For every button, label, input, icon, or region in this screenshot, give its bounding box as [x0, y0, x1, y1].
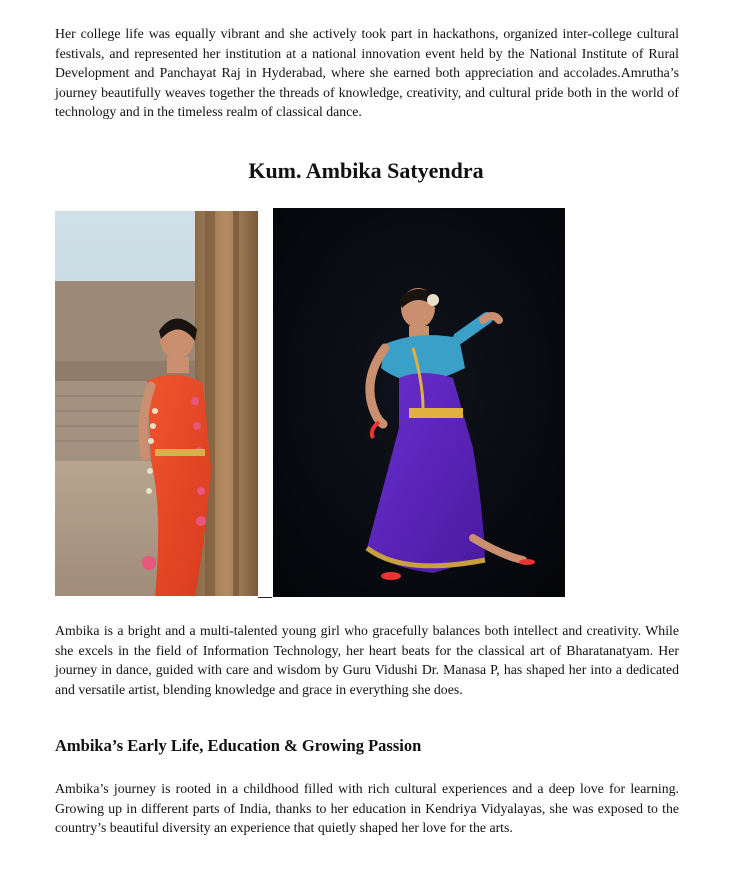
- dancer-outdoor-photo: [55, 211, 258, 596]
- section-heading: Ambika’s Early Life, Education & Growing Passion: [55, 736, 422, 755]
- intro-paragraph: Her college life was equally vibrant and she actively took part in hackathons, organized inter-college cultural festivals, and represented her institution at a national innovation event held by the National Institute of Rural Development and Panchayat Raj in Hyderabad, where she earned both appreciation and accolades.Amrutha’s journey beautifully weaves together the threads of knowledge, creativity, and cultural pride both in the world of technology and in the timeless realm of classical dance.: [55, 26, 679, 120]
- dancer-stage-image: [273, 208, 565, 597]
- dancer-outdoor-image: [55, 211, 258, 596]
- dancer-stage-photo: [273, 208, 565, 597]
- early-life-paragraph: Ambika’s journey is rooted in a childhood filled with rich cultural experiences and a deep love for learning. Growing up in different parts of India, thanks to her education in Kendriya Vidyalayas, she was exposed to the country’s beautiful diversity an experience that quietly shaped her love for the arts.: [55, 781, 679, 836]
- text-cursor-underscore: [258, 597, 272, 598]
- bio-paragraph: Ambika is a bright and a multi-talented young girl who gracefully balances both intellect and creativity. While she excels in the field of Information Technology, her heart beats for the classical art of Bharatanatyam. Her journey in dance, guided with care and wisdom by Guru Vidushi Dr. Manasa P, has shaped her into a dedicated and versatile artist, blending knowledge and grace in everything she does.: [55, 623, 679, 697]
- page-title: Kum. Ambika Satyendra: [248, 158, 484, 183]
